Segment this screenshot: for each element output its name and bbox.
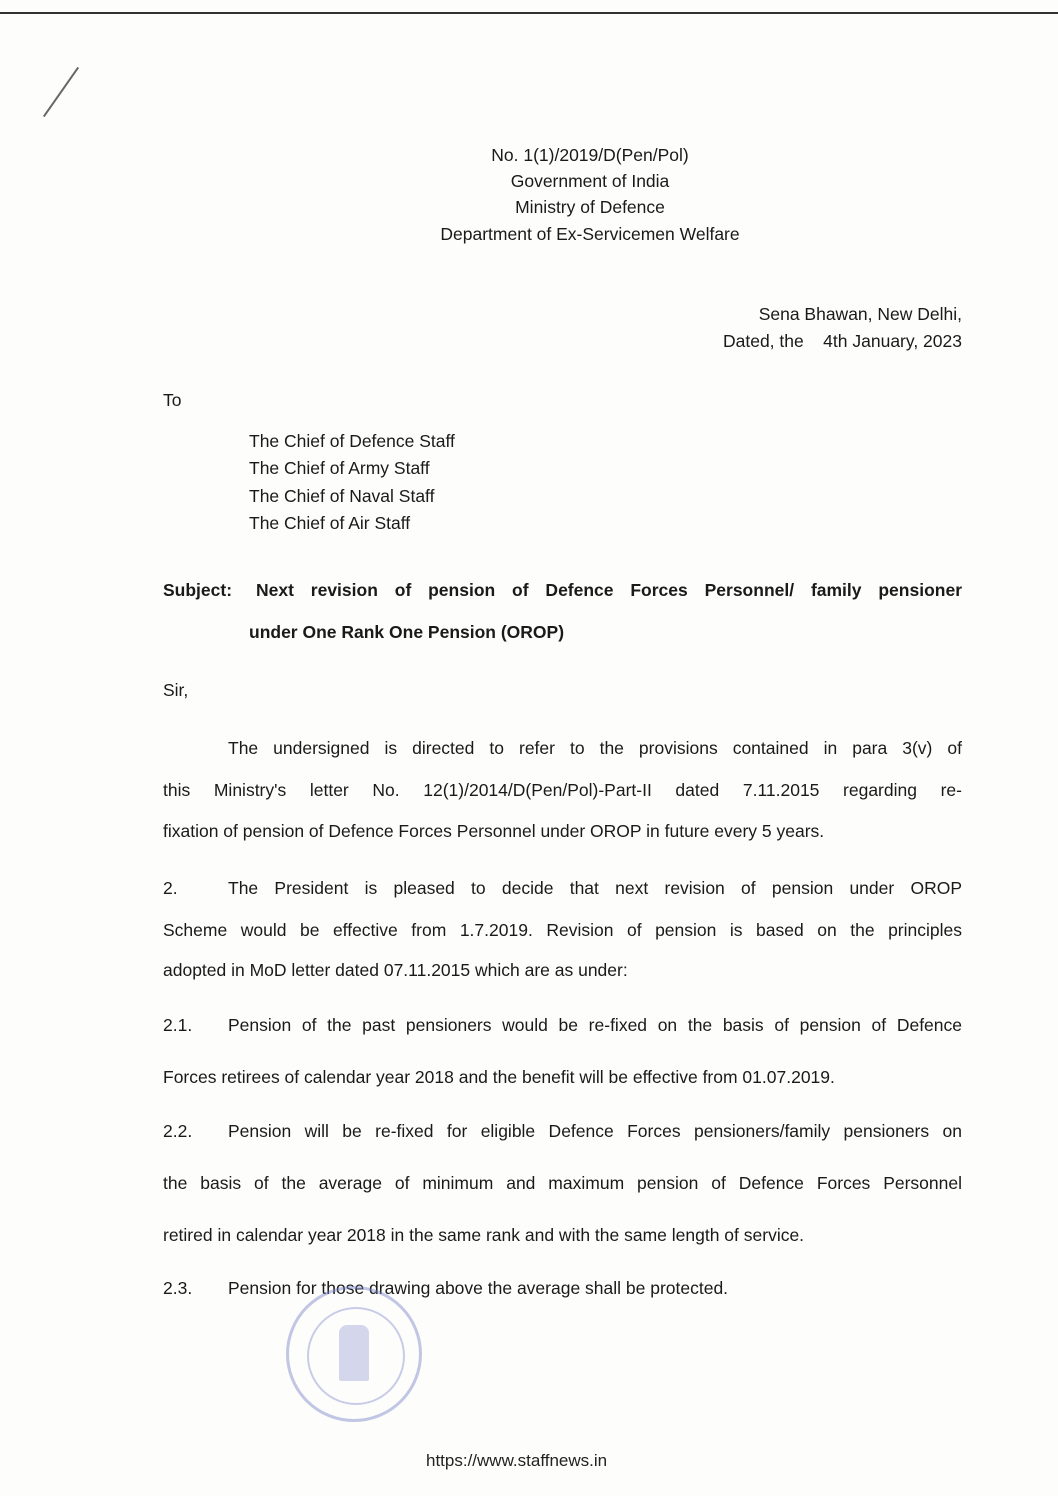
- pen-mark: [43, 67, 79, 117]
- department-heading: Department of Ex-Servicemen Welfare: [440, 224, 740, 244]
- government-heading: Government of India: [510, 171, 670, 191]
- national-emblem-icon: [339, 1325, 369, 1381]
- reference-number: No. 1(1)/2019/D(Pen/Pol): [491, 145, 689, 165]
- paragraph-1-line: this Ministry's letter No. 12(1)/2014/D(Pen/Pol)-Part-II dated 7.11.2015 regarding re-: [163, 780, 962, 800]
- footer-url: https://www.staffnews.in: [426, 1451, 608, 1470]
- paragraph-2-1-line: Pension of the past pensioners would be re-fixed on the basis of pension of Defence: [228, 1015, 962, 1035]
- ministry-heading: Ministry of Defence: [515, 197, 665, 217]
- paragraph-2-2-line: Pension will be re-fixed for eligible Defence Forces pensioners/family pensioners on: [228, 1121, 962, 1141]
- paragraph-number: 2.1.: [163, 1015, 193, 1035]
- to-label: To: [163, 390, 182, 410]
- place: Sena Bhawan, New Delhi,: [758, 304, 962, 324]
- addressee: The Chief of Army Staff: [249, 458, 430, 478]
- addressee: The Chief of Air Staff: [249, 513, 411, 533]
- salutation: Sir,: [163, 680, 189, 700]
- paragraph-1-line: fixation of pension of Defence Forces Personnel under OROP in future every 5 years.: [163, 821, 825, 841]
- paragraph-2-line: The President is pleased to decide that next revision of pension under OROP: [228, 878, 962, 898]
- paragraph-2-line: Scheme would be effective from 1.7.2019. Revision of pension is based on the principles: [163, 920, 962, 940]
- official-seal-stamp: [286, 1286, 422, 1422]
- top-border-line: [0, 12, 1058, 14]
- addressee: The Chief of Naval Staff: [249, 486, 435, 506]
- paragraph-number: 2.: [163, 878, 178, 898]
- paragraph-2-2-line: the basis of the average of minimum and maximum pension of Defence Forces Personnel: [163, 1173, 962, 1193]
- addressee: The Chief of Defence Staff: [249, 431, 455, 451]
- subject-label: Subject:: [163, 580, 233, 600]
- paragraph-1-line: The undersigned is directed to refer to the provisions contained in para 3(v) of: [228, 738, 962, 758]
- paragraph-2-1-line: Forces retirees of calendar year 2018 and the benefit will be effective from 01.07.2019.: [163, 1067, 835, 1087]
- paragraph-number: 2.3.: [163, 1278, 193, 1298]
- subject-line: under One Rank One Pension (OROP): [249, 622, 565, 642]
- subject-line: Next revision of pension of Defence Forces Personnel/ family pensioner: [256, 580, 962, 600]
- paragraph-number: 2.2.: [163, 1121, 193, 1141]
- date: Dated, the 4th January, 2023: [722, 331, 962, 351]
- paragraph-2-line: adopted in MoD letter dated 07.11.2015 which are as under:: [163, 960, 628, 980]
- paragraph-2-3-line: Pension for those drawing above the average shall be protected.: [228, 1278, 729, 1298]
- paragraph-2-2-line: retired in calendar year 2018 in the same rank and with the same length of service.: [163, 1225, 805, 1245]
